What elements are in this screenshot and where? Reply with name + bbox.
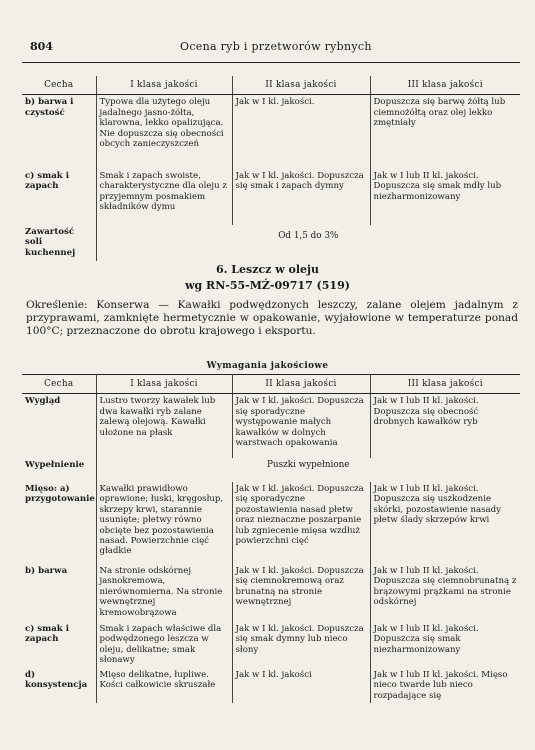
table-row	[22, 169, 520, 225]
column-header: Cecha	[22, 76, 96, 95]
row-feature: c) smak i zapach	[25, 623, 70, 645]
class-1-cell: Na stronie odskórnej jasnokremowa, nierównomierna. Na stronie wewnętrznej kremowobrązowa	[96, 564, 232, 622]
quality-requirements-table	[22, 374, 520, 703]
column-header: I klasa jakości	[96, 375, 232, 394]
running-title: Ocena ryb i przetworów rybnych	[180, 40, 372, 53]
class-3-cell: Jak w I lub II kl. jakości. Dopuszcza się uszkodzenie skórki, pozostawienie nasady płetw ślady skrzepów krwi	[370, 482, 520, 564]
merged-cell: Od 1,5 do 3%	[96, 225, 520, 261]
column-header: Cecha	[22, 375, 96, 394]
table-row	[22, 458, 520, 482]
requirements-title: Wymagania jakościowe	[206, 361, 329, 371]
class-1-cell: Smak i zapach właściwe dla podwędzonego leszcza w oleju, delikatne; smak słonawy	[96, 622, 232, 668]
row-feature: c) smak i zapach	[25, 170, 70, 192]
class-1-cell: Kawałki prawidłowo oprawione; łuski, kręgosłup, skrzepy krwi, starannie usunięte; płetwy równo obcięte bez pozostawienia nasad. Powierzchnie cięć gładkie	[96, 482, 232, 564]
merged-cell: Puszki wypełnione	[96, 458, 520, 482]
quality-table-continued	[22, 76, 520, 261]
definition-paragraph: Określenie: Konserwa — Kawałki podwędzonych leszczy, zalane olejem jadalnym z przyprawami, zamknięte hermetycznie w opakowanie, wyjałowione w temperaturze ponad 100°C; przeznaczone do obrotu krajowego i eksportu.	[26, 299, 518, 338]
row-feature: b) barwa	[25, 565, 68, 576]
table-row	[22, 482, 520, 564]
page-number: 804	[30, 40, 53, 53]
table-header-row	[22, 375, 520, 394]
class-2-cell: Jak w I kl. jakości. Dopuszcza się sporadyczne pozostawienia nasad płetw oraz nieznaczne poszarpanie lub zgniecenie mięsa wzdłuż powierzchni cięć	[232, 482, 370, 564]
row-feature: Wygląd	[25, 396, 61, 407]
header-rule	[22, 62, 520, 63]
column-header: I klasa jakości	[96, 76, 232, 95]
column-header: III klasa jakości	[370, 76, 520, 95]
table-header-row	[22, 76, 520, 95]
table-row	[22, 394, 520, 458]
row-feature: b) barwa i czystość	[25, 97, 74, 118]
row-feature: Mięso: a) przygotowanie	[25, 483, 95, 505]
class-1-cell: Lustro tworzy kawałek lub dwa kawałki ryb zalane zalewą olejową. Kawałki ułożone na płask	[96, 394, 232, 458]
table-row	[22, 564, 520, 622]
class-2-cell: Jak w I kl. jakości. Dopuszcza się ciemnokremową oraz brunatną na stronie wewnętrznej	[232, 564, 370, 622]
table-row	[22, 95, 520, 169]
class-3-cell: Jak w I lub II kl. jakości. Mięso nieco twarde lub nieco rozpadające się	[370, 668, 520, 703]
row-feature: Zawartość soli kuchennej	[25, 226, 76, 258]
column-header: III klasa jakości	[370, 375, 520, 394]
class-3-cell: Dopuszcza się barwę żółtą lub ciemnożółtą oraz olej lekko zmętniały	[370, 95, 520, 169]
class-3-cell: Jak w I lub II kl. jakości. Dopuszcza się obecność drobnych kawałków ryb	[370, 394, 520, 458]
table-row	[22, 668, 520, 703]
class-1-cell: Smak i zapach swoiste, charakterystyczne dla oleju z przyjemnym posmakiem składników dymu	[96, 169, 232, 225]
class-1-cell: Mięso delikatne, łupliwe. Kości całkowicie skruszałe	[96, 668, 232, 703]
row-feature: Wypełnienie	[25, 459, 85, 470]
class-1-cell: Typowa dla użytego oleju jadalnego jasno-żółta, klarowna, lekko opalizująca. Nie dopuszcza się obecności obcych zanieczyszczeń	[96, 95, 232, 169]
column-header: II klasa jakości	[232, 76, 370, 95]
section-title: 6. Leszcz w oleju	[215, 263, 320, 276]
class-3-cell: Jak w I lub II kl. jakości. Dopuszcza się smak niezharmonizowany	[370, 622, 520, 668]
class-3-cell: Jak w I lub II kl. jakości. Dopuszcza się smak mdły lub niezharmonizowany	[370, 169, 520, 225]
row-feature: d) konsystencja	[25, 669, 88, 691]
class-3-cell: Jak w I lub II kl. jakości. Dopuszcza się ciemnobrunatną z brązowymi prążkami na stronie odskórnej	[370, 564, 520, 622]
class-2-cell: Jak w I kl. jakości.	[232, 95, 370, 169]
section-standard: wg RN-55-MŻ-09717 (519)	[185, 279, 350, 292]
table-row	[22, 225, 520, 261]
class-2-cell: Jak w I kl. jakości	[232, 668, 370, 703]
class-2-cell: Jak w I kl. jakości. Dopuszcza się smak dymny lub nieco słony	[232, 622, 370, 668]
table-row	[22, 622, 520, 668]
class-2-cell: Jak w I kl. jakości. Dopuszcza się sporadyczne występowanie małych kawałków w dolnych warstwach opakowania	[232, 394, 370, 458]
column-header: II klasa jakości	[232, 375, 370, 394]
class-2-cell: Jak w I kl. jakości. Dopuszcza się smak i zapach dymny	[232, 169, 370, 225]
